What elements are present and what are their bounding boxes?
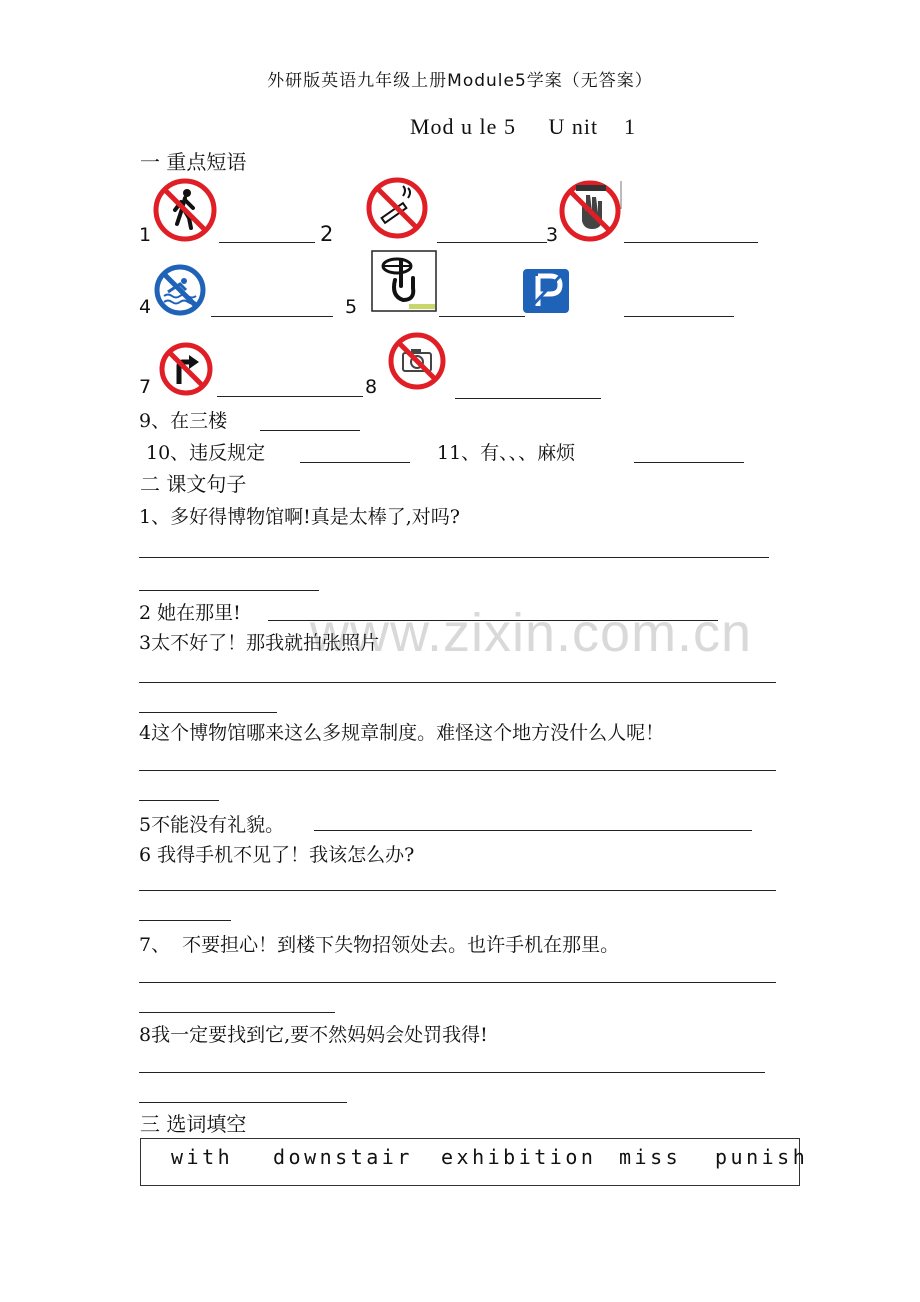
watermark: www.zixin.com.cn [310,603,753,663]
answer-line-4[interactable] [211,316,333,317]
sentence-1: 1、多好得博物馆啊!真是太棒了,对吗? [139,506,460,528]
answer-line-5[interactable] [439,316,525,317]
word-downstair: downstair [273,1145,413,1169]
answer-line-1[interactable] [219,242,315,243]
answer-line-7[interactable] [217,396,363,397]
answer-line-s7b[interactable] [139,1012,335,1013]
answer-line-2[interactable] [437,242,547,243]
answer-line-s8b[interactable] [139,1102,347,1103]
answer-line-s4b[interactable] [139,800,219,801]
parking-icon [522,268,570,314]
answer-line-6[interactable] [624,316,734,317]
no-pedestrian-icon [151,178,219,242]
no-swimming-icon [154,264,206,316]
sentence-4: 4这个博物馆哪来这么多规章制度。难怪这个地方没什么人呢！ [139,722,665,744]
phrase-9: 9、在三楼 [139,410,228,432]
item-number-7: 7 [139,376,152,398]
phrase-11: 11、有、、、麻烦 [437,442,576,464]
answer-line-s8a[interactable] [139,1072,765,1073]
item-number-1: 1 [139,224,152,246]
answer-line-s6a[interactable] [139,890,776,891]
sentence-6: 6 我得手机不见了！我该怎么办? [139,844,415,866]
phrase-10: 10、违反规定 [146,442,266,464]
sentence-5: 5不能没有礼貌。 [139,814,285,836]
answer-line-9[interactable] [260,430,360,431]
item-number-2: 2 [320,222,334,246]
answer-line-s5[interactable] [314,830,752,831]
answer-line-10[interactable] [300,462,410,463]
section-word-fill: 三 选词填空 [140,1112,247,1136]
no-camera-icon [387,332,447,390]
answer-line-3[interactable] [624,242,758,243]
answer-line-s6b[interactable] [139,920,231,921]
page-header: 外研版英语九年级上册Module5学案（无答案） [267,71,653,91]
word-exhibition: exhibition [441,1145,597,1169]
section-text-sentences: 二 课文句子 [140,472,247,496]
sentence-3: 3太不好了！那我就拍张照片 [139,632,380,654]
answer-line-s4a[interactable] [139,770,776,771]
sentence-2: 2 她在那里! [139,602,241,624]
answer-line-s1b[interactable] [139,590,319,591]
item-number-5: 5 [345,296,358,318]
answer-line-8[interactable] [455,398,601,399]
quiet-please-icon [371,250,437,312]
section-key-phrases: 一 重点短语 [140,150,247,174]
no-right-turn-icon [159,342,213,396]
answer-line-s3b[interactable] [139,712,277,713]
module-title: Mod u le 5 U nit 1 [410,114,637,139]
no-touching-icon [558,179,624,243]
item-number-3: 3 [546,224,559,246]
word-miss: miss [619,1145,682,1169]
no-smoking-icon [365,176,429,240]
item-number-8: 8 [365,376,378,398]
sentence-7: 7、 不要担心！到楼下失物招领处去。也许手机在那里。 [139,934,620,956]
item-number-4: 4 [139,296,152,318]
word-punish: punish [715,1145,809,1169]
answer-line-s7a[interactable] [139,982,776,983]
sentence-8: 8我一定要找到它,要不然妈妈会处罚我得! [139,1024,488,1046]
answer-line-s3a[interactable] [139,682,776,683]
answer-line-s1a[interactable] [139,557,769,558]
word-bank-box [140,1138,809,1186]
answer-line-11[interactable] [634,462,744,463]
word-with: with [171,1145,234,1169]
